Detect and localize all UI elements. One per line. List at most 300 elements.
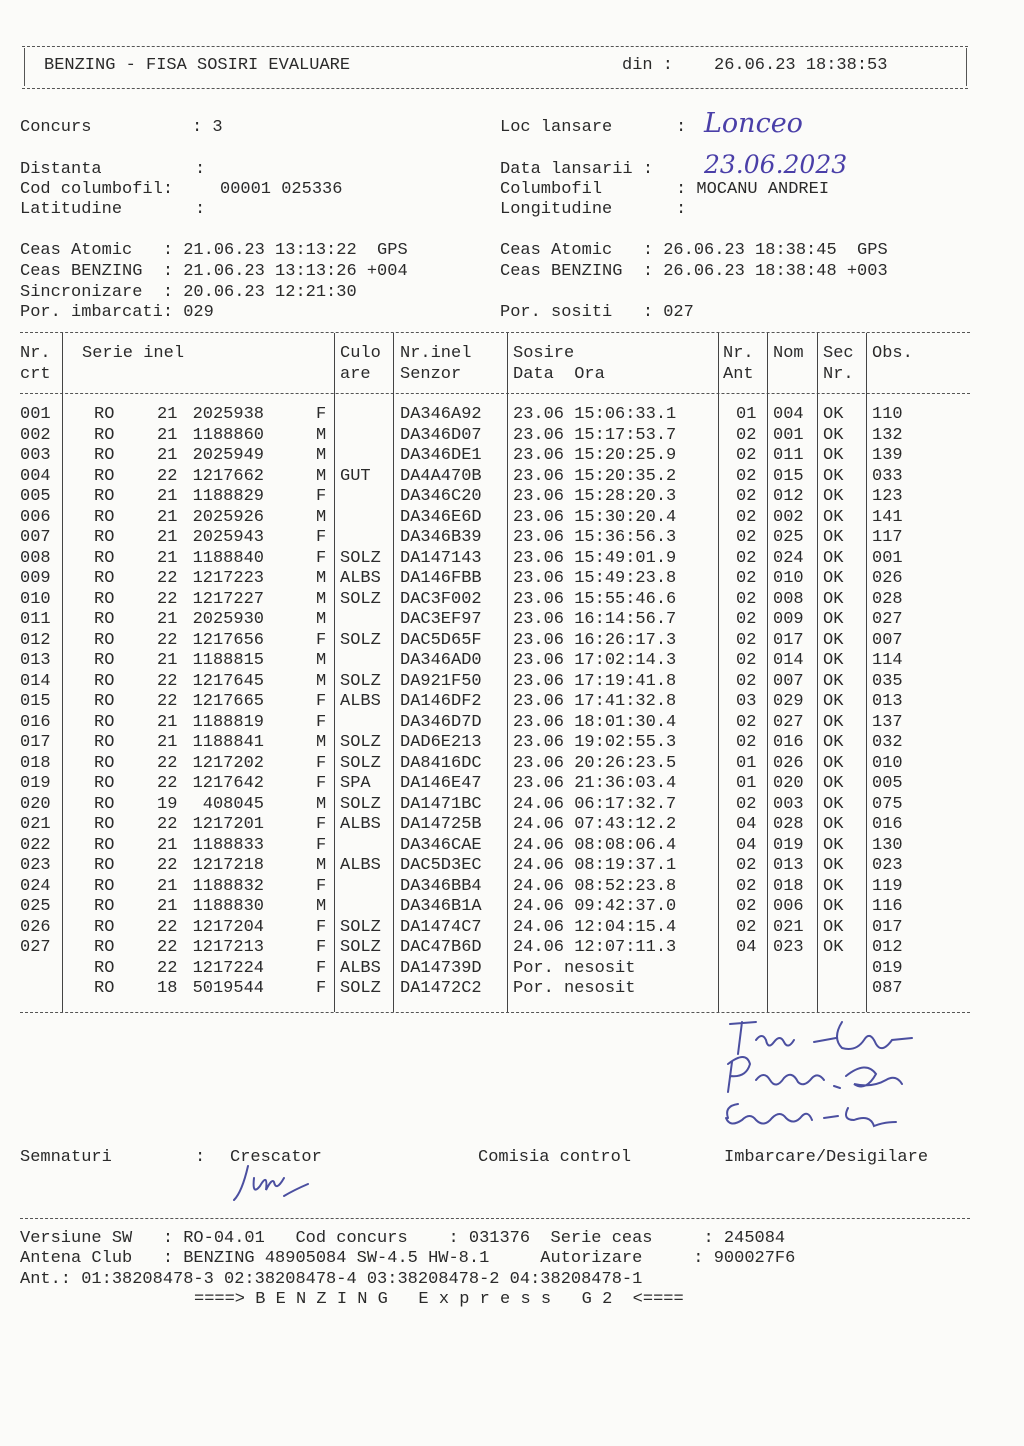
- row-sensor: DA1471BC: [400, 794, 482, 814]
- row-nom: 028: [773, 815, 804, 834]
- row-antenna: 02: [736, 897, 757, 916]
- row-nr: 025: [20, 897, 51, 916]
- row-obs: 139: [872, 446, 903, 465]
- row-obs: 075: [872, 794, 903, 814]
- ceas-benzing-end: Ceas BENZING : 26.06.23 18:38:48 +003: [500, 262, 888, 281]
- row-ring: 1188860: [192, 425, 264, 445]
- col-header-culoare-1: Culo: [340, 344, 381, 363]
- table-row: [0, 856, 1024, 877]
- row-arrival: 24.06 12:07:11.3: [513, 938, 677, 957]
- row-sec: OK: [823, 651, 844, 670]
- row-obs: 001: [872, 548, 903, 568]
- row-sex: M: [316, 651, 327, 670]
- distanta-value: :: [195, 160, 206, 179]
- row-country: RO: [94, 548, 115, 568]
- row-antenna: 02: [736, 528, 757, 547]
- row-sec: OK: [823, 733, 844, 752]
- row-country: RO: [94, 979, 115, 998]
- row-color: GUT: [340, 466, 371, 486]
- row-country: RO: [94, 917, 115, 937]
- col-header-ant-1: Nr.: [723, 344, 754, 363]
- concurs-value: : 3: [192, 118, 223, 137]
- row-obs: 028: [872, 589, 903, 609]
- footer-rule: [20, 1218, 970, 1219]
- row-arrival: 23.06 15:30:20.4: [513, 507, 677, 527]
- row-sec: OK: [823, 856, 844, 875]
- porumbei-sositi: Por. sositi : 027: [500, 303, 694, 322]
- row-ring: 5019544: [192, 979, 264, 998]
- row-country: RO: [94, 794, 115, 814]
- row-sec: OK: [823, 446, 844, 465]
- row-sex: F: [316, 938, 327, 957]
- row-year: 22: [157, 692, 178, 711]
- row-sec: OK: [823, 917, 844, 937]
- row-ring: 1217224: [192, 958, 264, 978]
- row-antenna: 01: [736, 774, 757, 793]
- row-color: ALBS: [340, 569, 381, 588]
- row-country: RO: [94, 507, 115, 527]
- semnaturi-sep: :: [195, 1148, 206, 1167]
- row-antenna: 02: [736, 794, 757, 814]
- row-ring: 1188819: [192, 712, 264, 732]
- table-row: [0, 549, 1024, 570]
- loc-lansare-label: Loc lansare: [500, 118, 613, 137]
- crescator-label: Crescator: [230, 1148, 322, 1167]
- row-sex: M: [316, 733, 327, 752]
- row-obs: 026: [872, 569, 903, 588]
- row-obs: 007: [872, 630, 903, 650]
- distanta-label: Distanta: [20, 160, 102, 179]
- row-nr: 007: [20, 528, 51, 547]
- row-obs: 141: [872, 507, 903, 527]
- row-sensor: DA346E6D: [400, 507, 482, 527]
- row-ring: 1188832: [192, 876, 264, 896]
- row-color: SOLZ: [340, 917, 381, 937]
- row-year: 22: [157, 630, 178, 650]
- row-country: RO: [94, 446, 115, 465]
- row-arrival: 23.06 16:26:17.3: [513, 630, 677, 650]
- col-header-sec-2: Nr.: [823, 365, 854, 384]
- row-nom: 016: [773, 733, 804, 752]
- row-antenna: 02: [736, 425, 757, 445]
- row-nom: 023: [773, 938, 804, 957]
- header-bottom-rule: [22, 88, 968, 89]
- row-antenna: 02: [736, 876, 757, 896]
- row-sex: F: [316, 405, 327, 424]
- row-color: SOLZ: [340, 548, 381, 568]
- row-arrival: 24.06 08:52:23.8: [513, 876, 677, 896]
- table-row: [0, 979, 1024, 1000]
- table-row: [0, 672, 1024, 693]
- row-ring: 1217656: [192, 630, 264, 650]
- row-nr: 024: [20, 876, 51, 896]
- row-arrival: 23.06 15:49:23.8: [513, 569, 677, 588]
- commission-signatures: [716, 1014, 976, 1144]
- row-sex: F: [316, 958, 327, 978]
- row-obs: 123: [872, 487, 903, 506]
- row-country: RO: [94, 856, 115, 875]
- row-sec: OK: [823, 569, 844, 588]
- row-sec: OK: [823, 630, 844, 650]
- table-row: [0, 610, 1024, 631]
- row-ring: 1188841: [192, 733, 264, 752]
- row-sensor: DA346DE1: [400, 446, 482, 465]
- row-arrival: Por. nesosit: [513, 979, 636, 998]
- table-row: [0, 877, 1024, 898]
- row-country: RO: [94, 897, 115, 916]
- row-obs: 032: [872, 733, 903, 752]
- row-sex: F: [316, 528, 327, 547]
- table-row: [0, 467, 1024, 488]
- row-nr: 003: [20, 446, 51, 465]
- row-nr: 020: [20, 794, 51, 814]
- row-nom: 010: [773, 569, 804, 588]
- row-sec: OK: [823, 466, 844, 486]
- table-row: [0, 692, 1024, 713]
- row-sensor: DAD6E213: [400, 733, 482, 752]
- row-country: RO: [94, 630, 115, 650]
- row-nom: 004: [773, 405, 804, 424]
- row-antenna: 02: [736, 548, 757, 568]
- row-sec: OK: [823, 528, 844, 547]
- row-nr: 021: [20, 815, 51, 834]
- row-ring: 1217662: [192, 466, 264, 486]
- porumbei-imbarcati: Por. imbarcati: 029: [20, 303, 214, 322]
- row-sex: M: [316, 466, 327, 486]
- row-year: 21: [157, 651, 178, 670]
- row-obs: 132: [872, 425, 903, 445]
- row-nom: 003: [773, 794, 804, 814]
- row-year: 22: [157, 671, 178, 691]
- col-header-data-ora: Data Ora: [513, 365, 605, 384]
- table-row: [0, 774, 1024, 795]
- row-sensor: DA146E47: [400, 774, 482, 793]
- row-color: SOLZ: [340, 938, 381, 957]
- row-nr: 014: [20, 671, 51, 691]
- row-sec: OK: [823, 794, 844, 814]
- row-antenna: 02: [736, 589, 757, 609]
- row-color: SOLZ: [340, 671, 381, 691]
- sincronizare: Sincronizare : 20.06.23 12:21:30: [20, 283, 357, 302]
- row-country: RO: [94, 815, 115, 834]
- report-date-value: 26.06.23 18:38:53: [714, 56, 888, 75]
- col-header-obs: Obs.: [872, 344, 913, 363]
- row-sec: OK: [823, 692, 844, 711]
- row-arrival: 23.06 17:19:41.8: [513, 671, 677, 691]
- row-year: 21: [157, 507, 178, 527]
- row-nr: 016: [20, 712, 51, 732]
- row-antenna: 04: [736, 938, 757, 957]
- row-sex: M: [316, 446, 327, 465]
- row-nr: 009: [20, 569, 51, 588]
- header-right-border: [966, 48, 967, 86]
- row-country: RO: [94, 712, 115, 732]
- row-country: RO: [94, 938, 115, 957]
- row-color: SOLZ: [340, 589, 381, 609]
- row-sec: OK: [823, 774, 844, 793]
- row-sex: F: [316, 979, 327, 998]
- row-ring: 408045: [202, 794, 264, 814]
- row-obs: 087: [872, 979, 903, 998]
- col-header-crt: crt: [20, 365, 51, 384]
- table-row: [0, 487, 1024, 508]
- row-arrival: 23.06 16:14:56.7: [513, 610, 677, 629]
- row-sex: M: [316, 507, 327, 527]
- row-year: 21: [157, 548, 178, 568]
- row-country: RO: [94, 425, 115, 445]
- loc-lansare-sep: :: [676, 118, 687, 137]
- row-sensor: DA146FBB: [400, 569, 482, 588]
- table-row: [0, 754, 1024, 775]
- row-nom: 021: [773, 917, 804, 937]
- row-country: RO: [94, 753, 115, 773]
- row-sex: M: [316, 856, 327, 875]
- row-ring: 1217642: [192, 774, 264, 793]
- row-sex: M: [316, 671, 327, 691]
- row-arrival: 23.06 17:41:32.8: [513, 692, 677, 711]
- row-sec: OK: [823, 548, 844, 568]
- row-country: RO: [94, 671, 115, 691]
- row-arrival: 23.06 15:17:53.7: [513, 425, 677, 445]
- row-sec: OK: [823, 671, 844, 691]
- table-row: [0, 918, 1024, 939]
- crescator-signature: [226, 1160, 326, 1210]
- row-arrival: 23.06 15:49:01.9: [513, 548, 677, 568]
- comisia-control-label: Comisia control: [478, 1148, 632, 1167]
- row-nom: 014: [773, 651, 804, 670]
- row-arrival: 23.06 19:02:55.3: [513, 733, 677, 752]
- row-nr: 026: [20, 917, 51, 937]
- row-sensor: DA1472C2: [400, 979, 482, 998]
- row-nr: 005: [20, 487, 51, 506]
- row-ring: 1188815: [192, 651, 264, 670]
- row-sex: F: [316, 774, 327, 793]
- table-row: [0, 651, 1024, 672]
- row-arrival: 24.06 08:19:37.1: [513, 856, 677, 875]
- row-sex: F: [316, 630, 327, 650]
- table-row: [0, 528, 1024, 549]
- row-nr: 023: [20, 856, 51, 875]
- row-sec: OK: [823, 425, 844, 445]
- row-nom: 007: [773, 671, 804, 691]
- row-nom: 009: [773, 610, 804, 629]
- header-left-border: [24, 48, 25, 86]
- row-nr: 012: [20, 630, 51, 650]
- latitudine-value: :: [195, 200, 206, 219]
- row-antenna: 02: [736, 466, 757, 486]
- row-nr: 001: [20, 405, 51, 424]
- row-antenna: 01: [736, 405, 757, 424]
- row-nom: 012: [773, 487, 804, 506]
- table-row: [0, 405, 1024, 426]
- row-nom: 017: [773, 630, 804, 650]
- table-row: [0, 508, 1024, 529]
- row-nr: 022: [20, 835, 51, 855]
- row-nr: 018: [20, 753, 51, 773]
- row-nom: 019: [773, 835, 804, 855]
- row-nom: 025: [773, 528, 804, 547]
- row-arrival: 23.06 21:36:03.4: [513, 774, 677, 793]
- row-sex: M: [316, 794, 327, 814]
- row-nr: 013: [20, 651, 51, 670]
- row-country: RO: [94, 958, 115, 978]
- row-sec: OK: [823, 897, 844, 916]
- row-color: SOLZ: [340, 753, 381, 773]
- row-color: SOLZ: [340, 630, 381, 650]
- row-sec: OK: [823, 876, 844, 896]
- row-sex: F: [316, 835, 327, 855]
- row-obs: 012: [872, 938, 903, 957]
- row-country: RO: [94, 692, 115, 711]
- row-country: RO: [94, 569, 115, 588]
- table-row: [0, 795, 1024, 816]
- data-lansarii-handwritten: 23.06.2023: [704, 150, 848, 179]
- row-color: ALBS: [340, 815, 381, 834]
- row-ring: 2025926: [192, 507, 264, 527]
- col-header-senzor: Senzor: [400, 365, 462, 384]
- row-sensor: DA346B1A: [400, 897, 482, 916]
- table-top-rule: [20, 332, 970, 333]
- row-obs: 110: [872, 405, 903, 424]
- header-top-rule: [22, 46, 968, 47]
- row-nr: 011: [20, 610, 51, 629]
- row-nom: 024: [773, 548, 804, 568]
- row-nom: 011: [773, 446, 804, 465]
- row-sex: M: [316, 897, 327, 916]
- row-sensor: DAC47B6D: [400, 938, 482, 957]
- row-year: 21: [157, 405, 178, 424]
- row-obs: 119: [872, 876, 903, 896]
- row-arrival: 23.06 15:06:33.1: [513, 405, 677, 424]
- row-nr: 015: [20, 692, 51, 711]
- row-nom: 020: [773, 774, 804, 793]
- row-sex: F: [316, 487, 327, 506]
- table-row: [0, 426, 1024, 447]
- row-antenna: 02: [736, 712, 757, 732]
- columbofil-label: Columbofil: [500, 180, 603, 199]
- cod-columbofil-value: 00001 025336: [220, 180, 343, 199]
- row-ring: 1188833: [192, 835, 264, 855]
- row-nr: 008: [20, 548, 51, 568]
- imbarcare-label: Imbarcare/Desigilare: [724, 1148, 929, 1167]
- row-sensor: DA346D07: [400, 425, 482, 445]
- row-sec: OK: [823, 815, 844, 834]
- row-year: 22: [157, 856, 178, 875]
- row-ring: 1217223: [192, 569, 264, 588]
- row-ring: 1217645: [192, 671, 264, 691]
- row-sec: OK: [823, 487, 844, 506]
- row-sensor: DA346C20: [400, 487, 482, 506]
- row-color: ALBS: [340, 692, 381, 711]
- row-year: 21: [157, 712, 178, 732]
- row-obs: 130: [872, 835, 903, 855]
- row-nom: 026: [773, 753, 804, 773]
- row-country: RO: [94, 610, 115, 629]
- row-sex: F: [316, 917, 327, 937]
- row-sex: M: [316, 425, 327, 445]
- row-sensor: DA346D7D: [400, 712, 482, 732]
- row-sec: OK: [823, 405, 844, 424]
- ceas-atomic-end: Ceas Atomic : 26.06.23 18:38:45 GPS: [500, 241, 888, 260]
- row-ring: 1217665: [192, 692, 264, 711]
- row-country: RO: [94, 835, 115, 855]
- row-ring: 1217201: [192, 815, 264, 834]
- row-ring: 1188829: [192, 487, 264, 506]
- footer-brand: ====> B E N Z I N G E x p r e s s G 2 <====: [194, 1290, 684, 1309]
- row-arrival: 24.06 12:04:15.4: [513, 917, 677, 937]
- row-sensor: DA346BB4: [400, 876, 482, 896]
- row-country: RO: [94, 466, 115, 486]
- row-year: 21: [157, 733, 178, 752]
- row-nr: 004: [20, 466, 51, 486]
- row-year: 21: [157, 835, 178, 855]
- row-sensor: DAC3F002: [400, 589, 482, 609]
- row-nom: 008: [773, 589, 804, 609]
- row-arrival: 23.06 15:28:20.3: [513, 487, 677, 506]
- row-arrival: 23.06 20:26:23.5: [513, 753, 677, 773]
- row-color: SPA: [340, 774, 371, 793]
- row-color: ALBS: [340, 856, 381, 875]
- col-header-nr: Nr.: [20, 344, 51, 363]
- col-header-serie: Serie inel: [82, 344, 185, 363]
- row-nr: 019: [20, 774, 51, 793]
- row-antenna: 03: [736, 692, 757, 711]
- row-year: 21: [157, 610, 178, 629]
- row-country: RO: [94, 405, 115, 424]
- row-nom: 027: [773, 712, 804, 732]
- row-country: RO: [94, 876, 115, 896]
- row-nom: 006: [773, 897, 804, 916]
- row-arrival: 24.06 08:08:06.4: [513, 835, 677, 855]
- row-obs: 023: [872, 856, 903, 875]
- latitudine-label: Latitudine: [20, 200, 123, 219]
- col-header-inel: Nr.inel: [400, 344, 472, 363]
- table-row: [0, 631, 1024, 652]
- row-antenna: 02: [736, 733, 757, 752]
- row-obs: 116: [872, 897, 903, 916]
- row-sensor: DA346B39: [400, 528, 482, 547]
- row-year: 21: [157, 446, 178, 465]
- row-nr: 027: [20, 938, 51, 957]
- row-sex: M: [316, 610, 327, 629]
- row-ring: 1188840: [192, 548, 264, 568]
- row-ring: 2025938: [192, 405, 264, 424]
- row-sex: F: [316, 876, 327, 896]
- table-row: [0, 836, 1024, 857]
- report-title: BENZING - FISA SOSIRI EVALUARE: [44, 56, 351, 75]
- row-arrival: Por. nesosit: [513, 958, 636, 978]
- row-nom: 018: [773, 876, 804, 896]
- row-arrival: 23.06 15:20:35.2: [513, 466, 677, 486]
- row-year: 21: [157, 876, 178, 896]
- row-ring: 1217204: [192, 917, 264, 937]
- longitudine-value: :: [676, 200, 687, 219]
- row-arrival: 24.06 09:42:37.0: [513, 897, 677, 916]
- row-sensor: DAC5D65F: [400, 630, 482, 650]
- row-sex: F: [316, 548, 327, 568]
- row-antenna: 02: [736, 507, 757, 527]
- row-sensor: DA346AD0: [400, 651, 482, 670]
- row-country: RO: [94, 733, 115, 752]
- report-date-label: din :: [622, 56, 674, 75]
- row-obs: 017: [872, 917, 903, 937]
- row-year: 19: [157, 794, 178, 814]
- row-sex: F: [316, 815, 327, 834]
- row-sec: OK: [823, 712, 844, 732]
- row-obs: 019: [872, 958, 903, 978]
- row-obs: 035: [872, 671, 903, 691]
- col-header-nom: Nom: [773, 344, 804, 363]
